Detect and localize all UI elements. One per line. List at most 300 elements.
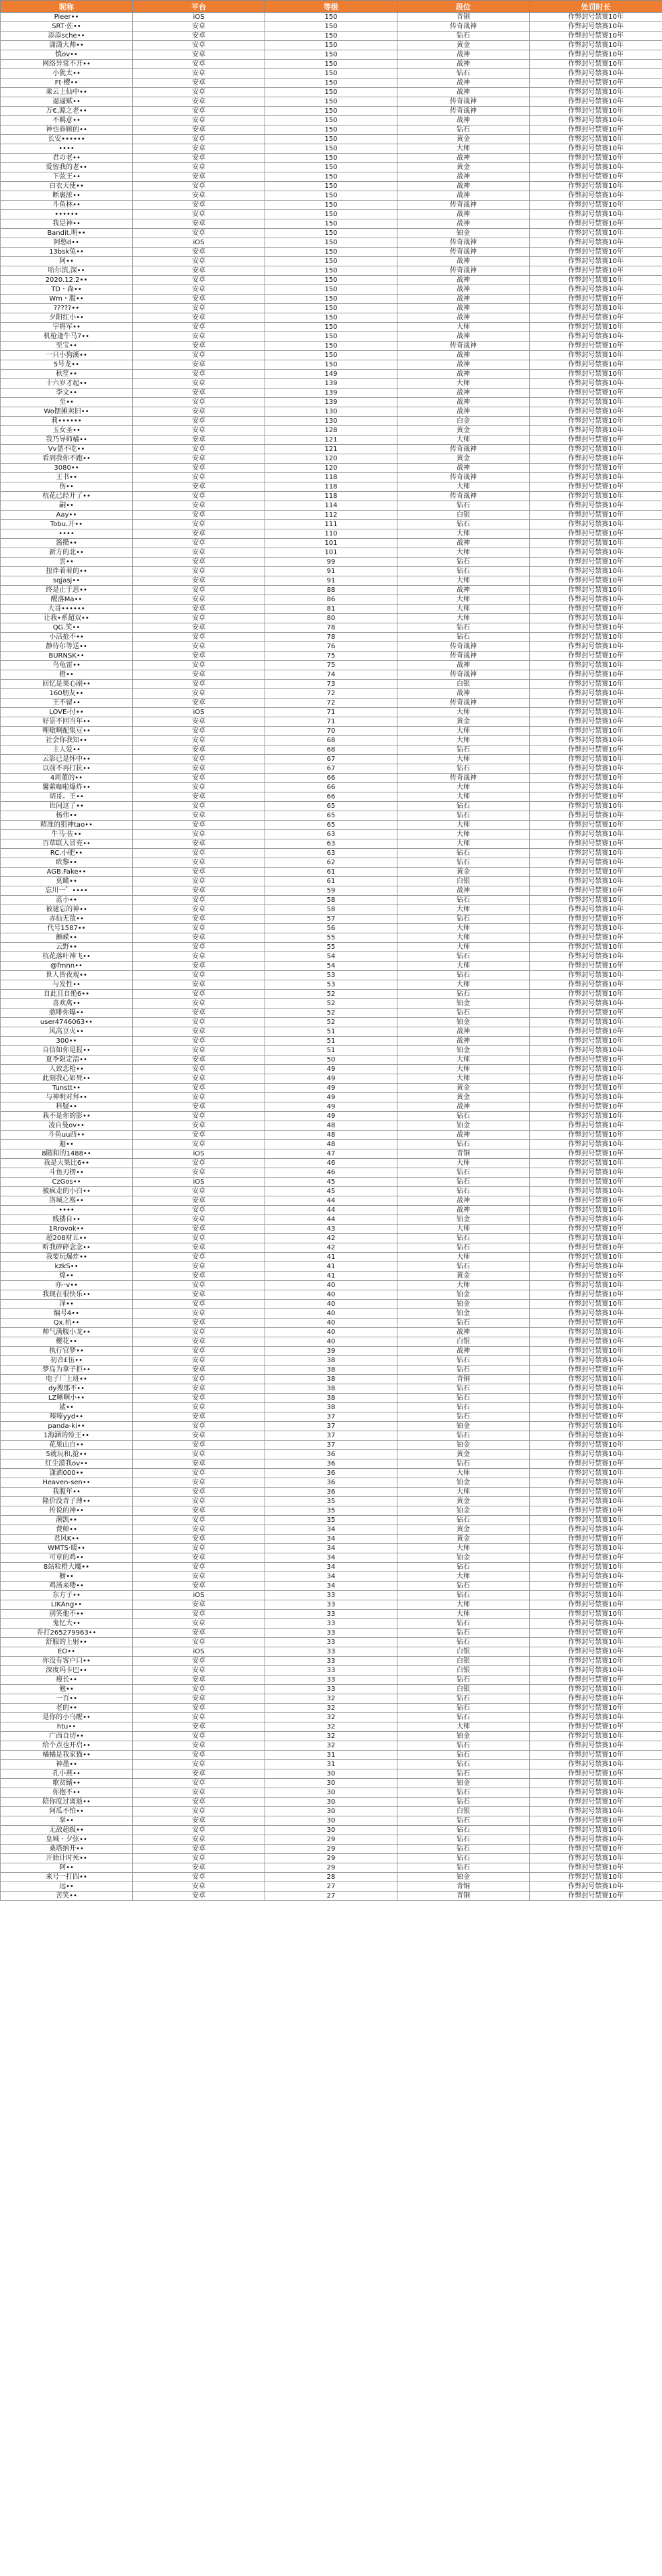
- cell-level: 44: [265, 1206, 397, 1215]
- cell-penalty: 作弊封号禁赛10年: [530, 1685, 662, 1694]
- cell-rank: 钻石: [397, 1769, 530, 1779]
- cell-level: 44: [265, 1215, 397, 1225]
- table-row: [1, 1882, 662, 1892]
- cell-penalty: 作弊封号禁赛10年: [530, 79, 662, 88]
- table-row: [1, 32, 662, 41]
- cell-rank: 战神: [397, 398, 530, 407]
- cell-rank: 钻石: [397, 1629, 530, 1638]
- cell-platform: 安卓: [133, 163, 265, 172]
- table-row: [1, 88, 662, 97]
- cell-level: 56: [265, 924, 397, 933]
- cell-platform: 安卓: [133, 661, 265, 670]
- cell-penalty: 作弊封号禁赛10年: [530, 1337, 662, 1347]
- cell-penalty: 作弊封号禁赛10年: [530, 1262, 662, 1272]
- table-row: [1, 670, 662, 680]
- cell-penalty: 作弊封号禁赛10年: [530, 605, 662, 614]
- cell-nickname: 牛马·佐••: [1, 830, 133, 839]
- cell-penalty: 作弊封号禁赛10年: [530, 1441, 662, 1450]
- cell-penalty: 作弊封号禁赛10年: [530, 999, 662, 1009]
- cell-platform: 安卓: [133, 191, 265, 201]
- table-row: [1, 1253, 662, 1262]
- cell-rank: 传奇战神: [397, 107, 530, 116]
- cell-platform: 安卓: [133, 1741, 265, 1751]
- cell-penalty: 作弊封号禁赛10年: [530, 971, 662, 980]
- cell-nickname: 贱搂自••: [1, 1215, 133, 1225]
- header-nickname: 昵称: [1, 1, 133, 13]
- cell-nickname: 百草联入冒充••: [1, 839, 133, 849]
- table-row: [1, 116, 662, 125]
- cell-rank: 大师: [397, 924, 530, 933]
- cell-penalty: 作弊封号禁赛10年: [530, 1638, 662, 1647]
- cell-penalty: 作弊封号禁赛10年: [530, 811, 662, 821]
- cell-penalty: 作弊封号禁赛10年: [530, 1328, 662, 1337]
- cell-nickname: 忘川一゛••••: [1, 886, 133, 896]
- cell-platform: 安卓: [133, 1488, 265, 1497]
- cell-penalty: 作弊封号禁赛10年: [530, 529, 662, 539]
- cell-nickname: 鬼忆大••: [1, 1619, 133, 1629]
- table-row: [1, 1084, 662, 1093]
- table-row: [1, 1215, 662, 1225]
- cell-rank: 大师: [397, 839, 530, 849]
- cell-level: 33: [265, 1685, 397, 1694]
- table-row: [1, 1055, 662, 1065]
- cell-level: 73: [265, 680, 397, 689]
- cell-nickname: 憨啡你曝••: [1, 1009, 133, 1018]
- cell-platform: 安卓: [133, 1873, 265, 1882]
- table-row: [1, 567, 662, 576]
- cell-nickname: 瘦长••: [1, 1676, 133, 1685]
- cell-rank: 大师: [397, 379, 530, 389]
- cell-rank: 钻石: [397, 971, 530, 980]
- cell-penalty: 作弊封号禁赛10年: [530, 1553, 662, 1563]
- table-row: [1, 492, 662, 501]
- cell-platform: 安卓: [133, 1102, 265, 1112]
- cell-level: 37: [265, 1441, 397, 1450]
- cell-nickname: 喜欢禽••: [1, 999, 133, 1009]
- cell-level: 150: [265, 116, 397, 125]
- cell-nickname: EO••: [1, 1647, 133, 1657]
- cell-level: 58: [265, 905, 397, 915]
- cell-platform: 安卓: [133, 182, 265, 191]
- cell-level: 34: [265, 1572, 397, 1582]
- cell-nickname: dy搜那不••: [1, 1384, 133, 1394]
- cell-rank: 大师: [397, 708, 530, 717]
- cell-level: 120: [265, 464, 397, 473]
- cell-penalty: 作弊封号禁赛10年: [530, 1535, 662, 1544]
- cell-rank: 战神: [397, 191, 530, 201]
- cell-nickname: 此刻我心如死••: [1, 1074, 133, 1084]
- cell-rank: 钻石: [397, 1676, 530, 1685]
- cell-penalty: 作弊封号禁赛10年: [530, 586, 662, 595]
- cell-level: 36: [265, 1450, 397, 1459]
- cell-level: 99: [265, 558, 397, 567]
- cell-rank: 黄金: [397, 454, 530, 464]
- cell-penalty: 作弊封号禁赛10年: [530, 1882, 662, 1892]
- cell-rank: 大师: [397, 614, 530, 623]
- cell-nickname: 你没有客户口••: [1, 1657, 133, 1666]
- cell-platform: 安卓: [133, 125, 265, 135]
- cell-platform: 安卓: [133, 154, 265, 163]
- cell-penalty: 作弊封号禁赛10年: [530, 426, 662, 435]
- cell-penalty: 作弊封号禁赛10年: [530, 680, 662, 689]
- cell-penalty: 作弊封号禁赛10年: [530, 304, 662, 313]
- cell-level: 29: [265, 1835, 397, 1845]
- cell-platform: 安卓: [133, 379, 265, 389]
- cell-level: 45: [265, 1187, 397, 1196]
- table-row: [1, 1769, 662, 1779]
- table-row: [1, 1234, 662, 1243]
- cell-platform: 安卓: [133, 1065, 265, 1074]
- cell-rank: 钻石: [397, 896, 530, 905]
- cell-nickname: ?????••: [1, 304, 133, 313]
- cell-nickname: 来号一打四••: [1, 1873, 133, 1882]
- cell-penalty: 作弊封号禁赛10年: [530, 116, 662, 125]
- cell-platform: 安卓: [133, 248, 265, 257]
- table-row: [1, 69, 662, 79]
- cell-rank: 钻石: [397, 745, 530, 755]
- cell-rank: 大师: [397, 727, 530, 736]
- table-row: [1, 482, 662, 492]
- cell-penalty: 作弊封号禁赛10年: [530, 1732, 662, 1741]
- cell-penalty: 作弊封号禁赛10年: [530, 1243, 662, 1253]
- cell-penalty: 作弊封号禁赛10年: [530, 1798, 662, 1807]
- cell-platform: 安卓: [133, 511, 265, 520]
- cell-level: 114: [265, 501, 397, 511]
- cell-rank: 钻石: [397, 1403, 530, 1412]
- table-row: [1, 520, 662, 529]
- cell-platform: iOS: [133, 1647, 265, 1657]
- cell-nickname: 凌自曼ov••: [1, 1121, 133, 1131]
- cell-level: 52: [265, 999, 397, 1009]
- cell-penalty: 作弊封号禁赛10年: [530, 1666, 662, 1676]
- cell-level: 57: [265, 915, 397, 924]
- cell-nickname: 社会你我知••: [1, 736, 133, 745]
- table-row: [1, 1591, 662, 1600]
- cell-rank: 大师: [397, 1074, 530, 1084]
- cell-nickname: 馨萦咖啦爆炸••: [1, 783, 133, 792]
- cell-level: 101: [265, 539, 397, 548]
- cell-penalty: 作弊封号禁赛10年: [530, 783, 662, 792]
- cell-nickname: 阿憨d••: [1, 238, 133, 248]
- cell-penalty: 作弊封号禁赛10年: [530, 1290, 662, 1300]
- cell-penalty: 作弊封号禁赛10年: [530, 924, 662, 933]
- cell-nickname: 费帅••: [1, 1525, 133, 1535]
- cell-platform: 安卓: [133, 1337, 265, 1347]
- table-row: [1, 830, 662, 839]
- cell-penalty: 作弊封号禁赛10年: [530, 351, 662, 360]
- table-row: [1, 1112, 662, 1121]
- cell-level: 150: [265, 360, 397, 370]
- cell-level: 150: [265, 13, 397, 22]
- cell-level: 40: [265, 1281, 397, 1290]
- cell-rank: 黄金: [397, 1450, 530, 1459]
- cell-platform: 安卓: [133, 886, 265, 896]
- cell-nickname: 听我碎碎念念••: [1, 1243, 133, 1253]
- cell-nickname: 亦··v••: [1, 1281, 133, 1290]
- cell-penalty: 作弊封号禁赛10年: [530, 1694, 662, 1704]
- cell-level: 41: [265, 1262, 397, 1272]
- table-row: [1, 1779, 662, 1788]
- cell-nickname: 云影已是怀中••: [1, 755, 133, 764]
- cell-penalty: 作弊封号禁赛10年: [530, 952, 662, 962]
- table-row: [1, 943, 662, 952]
- cell-platform: 安卓: [133, 924, 265, 933]
- cell-penalty: 作弊封号禁赛10年: [530, 868, 662, 877]
- cell-platform: 安卓: [133, 32, 265, 41]
- table-row: [1, 755, 662, 764]
- cell-rank: 战神: [397, 1131, 530, 1140]
- cell-nickname: Bandit.明••: [1, 229, 133, 238]
- cell-nickname: 新方的北••: [1, 548, 133, 558]
- cell-nickname: 我不是你的影••: [1, 1112, 133, 1121]
- cell-platform: 安卓: [133, 1694, 265, 1704]
- cell-penalty: 作弊封号禁赛10年: [530, 670, 662, 680]
- cell-penalty: 作弊封号禁赛10年: [530, 201, 662, 210]
- table-row: [1, 736, 662, 745]
- cell-penalty: 作弊封号禁赛10年: [530, 389, 662, 398]
- cell-level: 38: [265, 1375, 397, 1384]
- table-row: [1, 1713, 662, 1722]
- cell-level: 43: [265, 1225, 397, 1234]
- table-row: [1, 1149, 662, 1159]
- cell-platform: 安卓: [133, 1516, 265, 1525]
- cell-rank: 大师: [397, 980, 530, 990]
- cell-platform: 安卓: [133, 605, 265, 614]
- cell-penalty: 作弊封号禁赛10年: [530, 1037, 662, 1046]
- table-row: [1, 849, 662, 858]
- cell-rank: 战神: [397, 210, 530, 219]
- cell-level: 44: [265, 1196, 397, 1206]
- cell-level: 62: [265, 858, 397, 868]
- cell-platform: 安卓: [133, 1084, 265, 1093]
- table-row: [1, 1892, 662, 1901]
- cell-nickname: 歌贫鳍••: [1, 1779, 133, 1788]
- cell-level: 63: [265, 830, 397, 839]
- cell-nickname: 终是止于思••: [1, 586, 133, 595]
- cell-level: 41: [265, 1253, 397, 1262]
- cell-rank: 战神: [397, 88, 530, 97]
- cell-level: 150: [265, 210, 397, 219]
- cell-nickname: 樱花••: [1, 1337, 133, 1347]
- cell-nickname: WMTS·暖••: [1, 1544, 133, 1553]
- cell-level: 54: [265, 962, 397, 971]
- table-row: [1, 745, 662, 755]
- cell-platform: 安卓: [133, 1272, 265, 1281]
- cell-platform: 安卓: [133, 426, 265, 435]
- cell-nickname: 避••: [1, 1140, 133, 1149]
- cell-penalty: 作弊封号禁赛10年: [530, 445, 662, 454]
- cell-penalty: 作弊封号禁赛10年: [530, 1873, 662, 1882]
- cell-penalty: 作弊封号禁赛10年: [530, 1600, 662, 1610]
- cell-platform: 安卓: [133, 623, 265, 633]
- cell-rank: 铂金: [397, 1046, 530, 1055]
- cell-penalty: 作弊封号禁赛10年: [530, 962, 662, 971]
- cell-level: 49: [265, 1084, 397, 1093]
- table-row: [1, 50, 662, 60]
- cell-level: 70: [265, 727, 397, 736]
- cell-platform: iOS: [133, 1149, 265, 1159]
- cell-platform: 安卓: [133, 755, 265, 764]
- cell-level: 150: [265, 266, 397, 276]
- cell-nickname: 被疯走的小白••: [1, 1187, 133, 1196]
- cell-rank: 钻石: [397, 1826, 530, 1835]
- cell-penalty: 作弊封号禁赛10年: [530, 1469, 662, 1478]
- cell-nickname: 勉••: [1, 1685, 133, 1694]
- cell-nickname: 大哥••••••: [1, 605, 133, 614]
- cell-rank: 钻石: [397, 915, 530, 924]
- cell-level: 55: [265, 943, 397, 952]
- cell-nickname: ••••••: [1, 210, 133, 219]
- table-row: [1, 1337, 662, 1347]
- cell-platform: 安卓: [133, 1863, 265, 1873]
- cell-level: 76: [265, 642, 397, 652]
- cell-platform: 安卓: [133, 745, 265, 755]
- cell-platform: 安卓: [133, 1112, 265, 1121]
- cell-rank: 战神: [397, 1037, 530, 1046]
- table-row: [1, 1356, 662, 1366]
- cell-level: 34: [265, 1582, 397, 1591]
- cell-level: 63: [265, 849, 397, 858]
- cell-rank: 战神: [397, 60, 530, 69]
- cell-platform: 安卓: [133, 342, 265, 351]
- cell-platform: 安卓: [133, 464, 265, 473]
- table-row: [1, 1873, 662, 1882]
- cell-rank: 大师: [397, 1055, 530, 1065]
- cell-platform: 安卓: [133, 1657, 265, 1666]
- cell-rank: 战神: [397, 1027, 530, 1037]
- cell-penalty: 作弊封号禁赛10年: [530, 576, 662, 586]
- cell-rank: 战神: [397, 370, 530, 379]
- cell-platform: 安卓: [133, 88, 265, 97]
- cell-platform: 安卓: [133, 1582, 265, 1591]
- cell-nickname: 初音£伍••: [1, 1356, 133, 1366]
- cell-platform: 安卓: [133, 1037, 265, 1046]
- cell-platform: 安卓: [133, 830, 265, 839]
- cell-rank: 战神: [397, 285, 530, 295]
- cell-nickname: 2020.12.2••: [1, 276, 133, 285]
- cell-nickname: 被谜忘的神••: [1, 905, 133, 915]
- cell-rank: 黄金: [397, 163, 530, 172]
- table-row: [1, 529, 662, 539]
- cell-rank: 铂金: [397, 1422, 530, 1431]
- cell-penalty: 作弊封号禁赛10年: [530, 1394, 662, 1403]
- cell-level: 30: [265, 1798, 397, 1807]
- table-row: [1, 802, 662, 811]
- cell-nickname: LIKAng••: [1, 1600, 133, 1610]
- cell-nickname: Aay••: [1, 511, 133, 520]
- cell-rank: 钻石: [397, 1863, 530, 1873]
- table-row: [1, 548, 662, 558]
- cell-nickname: Pieer••: [1, 13, 133, 22]
- cell-level: 55: [265, 933, 397, 943]
- cell-rank: 大师: [397, 1722, 530, 1732]
- cell-penalty: 作弊封号禁赛10年: [530, 1121, 662, 1131]
- cell-platform: 安卓: [133, 1093, 265, 1102]
- cell-rank: 钻石: [397, 1582, 530, 1591]
- cell-level: 150: [265, 144, 397, 154]
- cell-penalty: 作弊封号禁赛10年: [530, 1225, 662, 1234]
- cell-platform: 安卓: [133, 1629, 265, 1638]
- cell-platform: 安卓: [133, 586, 265, 595]
- cell-nickname: 8站粒橙大魔••: [1, 1563, 133, 1572]
- table-row: [1, 1676, 662, 1685]
- cell-rank: 钻石: [397, 1178, 530, 1187]
- cell-rank: 传奇战神: [397, 238, 530, 248]
- cell-penalty: 作弊封号禁赛10年: [530, 736, 662, 745]
- cell-platform: 安卓: [133, 285, 265, 295]
- cell-level: 40: [265, 1309, 397, 1319]
- cell-nickname: 1海涵的殓王••: [1, 1431, 133, 1441]
- cell-nickname: 老的••: [1, 1704, 133, 1713]
- cell-penalty: 作弊封号禁赛10年: [530, 1300, 662, 1309]
- cell-platform: 安卓: [133, 445, 265, 454]
- cell-penalty: 作弊封号禁赛10年: [530, 1826, 662, 1835]
- table-row: [1, 125, 662, 135]
- cell-rank: 大师: [397, 576, 530, 586]
- cell-penalty: 作弊封号禁赛10年: [530, 915, 662, 924]
- cell-penalty: 作弊封号禁赛10年: [530, 248, 662, 257]
- table-row: [1, 97, 662, 107]
- cell-level: 49: [265, 1074, 397, 1084]
- cell-rank: 传奇战神: [397, 699, 530, 708]
- cell-level: 31: [265, 1760, 397, 1769]
- cell-rank: 铂金: [397, 1309, 530, 1319]
- cell-penalty: 作弊封号禁赛10年: [530, 464, 662, 473]
- cell-rank: 钻石: [397, 1845, 530, 1854]
- cell-nickname: 下弦王••: [1, 172, 133, 182]
- cell-nickname: RC.小肥••: [1, 849, 133, 858]
- cell-rank: 大师: [397, 548, 530, 558]
- cell-rank: 铂金: [397, 1506, 530, 1516]
- cell-level: 67: [265, 764, 397, 774]
- cell-nickname: 乘云上仙中••: [1, 88, 133, 97]
- cell-rank: 钻石: [397, 1741, 530, 1751]
- table-row: [1, 1722, 662, 1732]
- table-row: [1, 1469, 662, 1478]
- cell-rank: 战神: [397, 219, 530, 229]
- cell-level: 33: [265, 1647, 397, 1657]
- cell-nickname: 慎ov••: [1, 50, 133, 60]
- table-row: [1, 652, 662, 661]
- table-row: [1, 210, 662, 219]
- cell-penalty: 作弊封号禁赛10年: [530, 1196, 662, 1206]
- cell-nickname: 小活抢不••: [1, 633, 133, 642]
- cell-rank: 钻石: [397, 1835, 530, 1845]
- table-row: [1, 1196, 662, 1206]
- cell-rank: 大师: [397, 482, 530, 492]
- cell-nickname: 夕阳红小••: [1, 313, 133, 323]
- cell-level: 47: [265, 1149, 397, 1159]
- cell-platform: 安卓: [133, 652, 265, 661]
- cell-penalty: 作弊封号禁赛10年: [530, 135, 662, 144]
- cell-level: 68: [265, 736, 397, 745]
- cell-rank: 钻石: [397, 567, 530, 576]
- table-row: [1, 79, 662, 88]
- cell-penalty: 作弊封号禁赛10年: [530, 792, 662, 802]
- table-row: [1, 1572, 662, 1582]
- cell-penalty: 作弊封号禁赛10年: [530, 1431, 662, 1441]
- cell-platform: 安卓: [133, 548, 265, 558]
- cell-nickname: 别笑他不••: [1, 1610, 133, 1619]
- cell-nickname: ••••: [1, 529, 133, 539]
- table-row: [1, 990, 662, 999]
- cell-nickname: 花果山自••: [1, 1441, 133, 1450]
- cell-platform: 安卓: [133, 417, 265, 426]
- cell-platform: 安卓: [133, 1760, 265, 1769]
- cell-level: 33: [265, 1666, 397, 1676]
- cell-penalty: 作弊封号禁赛10年: [530, 764, 662, 774]
- cell-rank: 铂金: [397, 1215, 530, 1225]
